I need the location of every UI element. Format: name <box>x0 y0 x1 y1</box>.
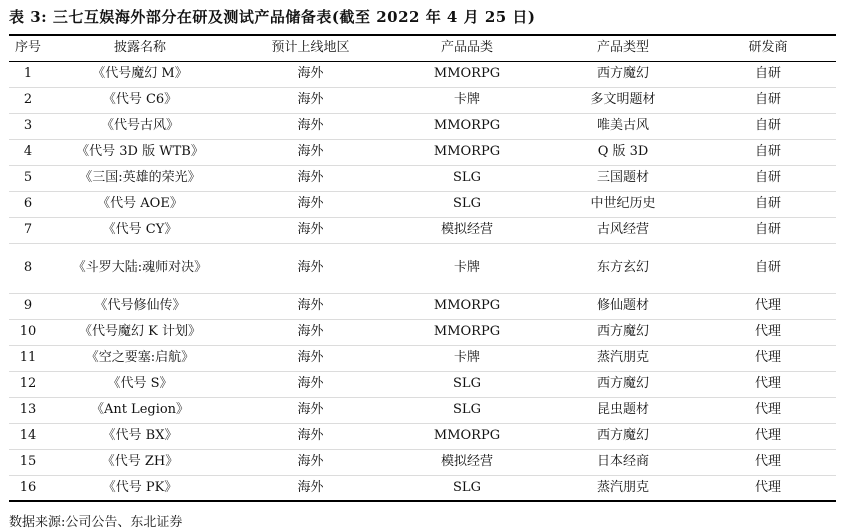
cell-developer: 代理 <box>700 397 836 423</box>
cell-developer: 代理 <box>700 475 836 501</box>
cell-no: 14 <box>9 423 47 449</box>
table-row <box>9 87 836 113</box>
cell-type: 东方玄幻 <box>546 243 700 293</box>
cell-developer: 自研 <box>700 87 836 113</box>
cell-name: 《代号 PK》 <box>47 475 233 501</box>
cell-developer: 自研 <box>700 243 836 293</box>
cell-type: 蒸汽朋克 <box>546 345 700 371</box>
header-developer: 研发商 <box>700 35 836 61</box>
cell-region: 海外 <box>233 217 388 243</box>
cell-type: 蒸汽朋克 <box>546 475 700 501</box>
cell-name: 《代号 C6》 <box>47 87 233 113</box>
cell-developer: 自研 <box>700 139 836 165</box>
cell-type: 多文明题材 <box>546 87 700 113</box>
cell-category: MMORPG <box>433 66 501 81</box>
table-row <box>9 345 836 371</box>
cell-region: 海外 <box>233 191 388 217</box>
cell-no: 1 <box>23 66 33 81</box>
cell-developer: 自研 <box>700 113 836 139</box>
cell-region: 海外 <box>233 319 388 345</box>
table-row <box>9 449 836 475</box>
cell-name: 《代号 CY》 <box>47 217 233 243</box>
table-row <box>9 243 836 293</box>
cell-developer: 自研 <box>754 66 781 81</box>
cell-region: 海外 <box>233 87 388 113</box>
cell-developer: 代理 <box>700 293 836 319</box>
cell-no: 2 <box>9 87 47 113</box>
cell-category: SLG <box>388 371 546 397</box>
product-pipeline-table <box>9 34 836 502</box>
cell-category: SLG <box>388 475 546 501</box>
cell-region: 海外 <box>233 345 388 371</box>
cell-category: MMORPG <box>388 423 546 449</box>
cell-type: 古风经营 <box>546 217 700 243</box>
cell-category: MMORPG <box>388 293 546 319</box>
cell-developer: 代理 <box>700 345 836 371</box>
cell-category: 模拟经营 <box>388 217 546 243</box>
header-region: 预计上线地区 <box>233 35 388 61</box>
cell-name: 《代号魔幻 M》 <box>92 66 188 81</box>
header-no: 序号 <box>9 35 47 61</box>
cell-name: 《斗罗大陆:魂师对决》 <box>47 243 233 293</box>
cell-category: MMORPG <box>388 139 546 165</box>
cell-name: 《代号魔幻 K 计划》 <box>47 319 233 345</box>
table-row <box>9 423 836 449</box>
cell-name: 《代号 BX》 <box>47 423 233 449</box>
cell-region: 海外 <box>297 66 324 81</box>
table-row <box>9 165 836 191</box>
cell-type: 三国题材 <box>546 165 700 191</box>
cell-type: 西方魔幻 <box>596 66 649 81</box>
cell-no: 11 <box>9 345 47 371</box>
cell-type: 唯美古风 <box>546 113 700 139</box>
cell-name: 《三国:英雄的荣光》 <box>47 165 233 191</box>
cell-type: 中世纪历史 <box>546 191 700 217</box>
cell-name: 《空之要塞:启航》 <box>47 345 233 371</box>
cell-category: SLG <box>388 165 546 191</box>
cell-type: 西方魔幻 <box>546 319 700 345</box>
cell-region: 海外 <box>233 423 388 449</box>
cell-name: 《代号古风》 <box>47 113 233 139</box>
cell-type: 日本经商 <box>546 449 700 475</box>
cell-no: 9 <box>9 293 47 319</box>
cell-category: SLG <box>388 191 546 217</box>
cell-category: MMORPG <box>388 113 546 139</box>
table-row <box>9 113 836 139</box>
cell-no: 7 <box>9 217 47 243</box>
cell-region: 海外 <box>233 113 388 139</box>
cell-developer: 自研 <box>700 217 836 243</box>
table-row <box>9 319 836 345</box>
cell-name: 《代号 AOE》 <box>47 191 233 217</box>
cell-type: Q 版 3D <box>546 139 700 165</box>
cell-region: 海外 <box>233 449 388 475</box>
table-row <box>9 371 836 397</box>
cell-developer: 代理 <box>700 371 836 397</box>
header-name: 披露名称 <box>47 35 233 61</box>
table-header-row <box>9 35 836 61</box>
cell-type: 昆虫题材 <box>546 397 700 423</box>
table-row <box>9 475 836 501</box>
cell-type: 修仙题材 <box>546 293 700 319</box>
cell-no: 10 <box>9 319 47 345</box>
data-source-note: 数据来源:公司公告、东北证券 <box>9 515 183 530</box>
table-row <box>9 139 836 165</box>
cell-region: 海外 <box>233 293 388 319</box>
table-row <box>9 217 836 243</box>
cell-name: 《代号修仙传》 <box>47 293 233 319</box>
table-row <box>9 191 836 217</box>
cell-no: 6 <box>9 191 47 217</box>
cell-category: MMORPG <box>388 319 546 345</box>
cell-no: 13 <box>9 397 47 423</box>
cell-type: 西方魔幻 <box>546 371 700 397</box>
cell-category: 卡牌 <box>388 243 546 293</box>
cell-no: 5 <box>9 165 47 191</box>
cell-name: 《代号 3D 版 WTB》 <box>47 139 233 165</box>
header-type: 产品类型 <box>546 35 700 61</box>
table-caption: 表 3: 三七互娱海外部分在研及测试产品储备表(截至 2022 年 4 月 25 日) <box>9 8 536 26</box>
cell-region: 海外 <box>233 165 388 191</box>
header-category: 产品品类 <box>388 35 546 61</box>
cell-no: 4 <box>9 139 47 165</box>
cell-region: 海外 <box>233 397 388 423</box>
cell-name: 《Ant Legion》 <box>47 397 233 423</box>
cell-region: 海外 <box>233 139 388 165</box>
table-row <box>9 61 836 87</box>
cell-no: 15 <box>9 449 47 475</box>
cell-type: 西方魔幻 <box>546 423 700 449</box>
cell-developer: 代理 <box>700 423 836 449</box>
cell-region: 海外 <box>233 475 388 501</box>
cell-name: 《代号 S》 <box>47 371 233 397</box>
cell-no: 3 <box>9 113 47 139</box>
cell-name: 《代号 ZH》 <box>47 449 233 475</box>
cell-no: 16 <box>9 475 47 501</box>
cell-region: 海外 <box>233 371 388 397</box>
cell-developer: 代理 <box>700 449 836 475</box>
cell-developer: 自研 <box>700 165 836 191</box>
cell-category: 模拟经营 <box>388 449 546 475</box>
cell-no: 12 <box>9 371 47 397</box>
cell-region: 海外 <box>233 243 388 293</box>
cell-no: 8 <box>9 243 47 293</box>
cell-developer: 自研 <box>700 191 836 217</box>
cell-category: SLG <box>388 397 546 423</box>
table-row <box>9 293 836 319</box>
cell-category: 卡牌 <box>388 87 546 113</box>
table-row <box>9 397 836 423</box>
cell-developer: 代理 <box>700 319 836 345</box>
cell-category: 卡牌 <box>388 345 546 371</box>
